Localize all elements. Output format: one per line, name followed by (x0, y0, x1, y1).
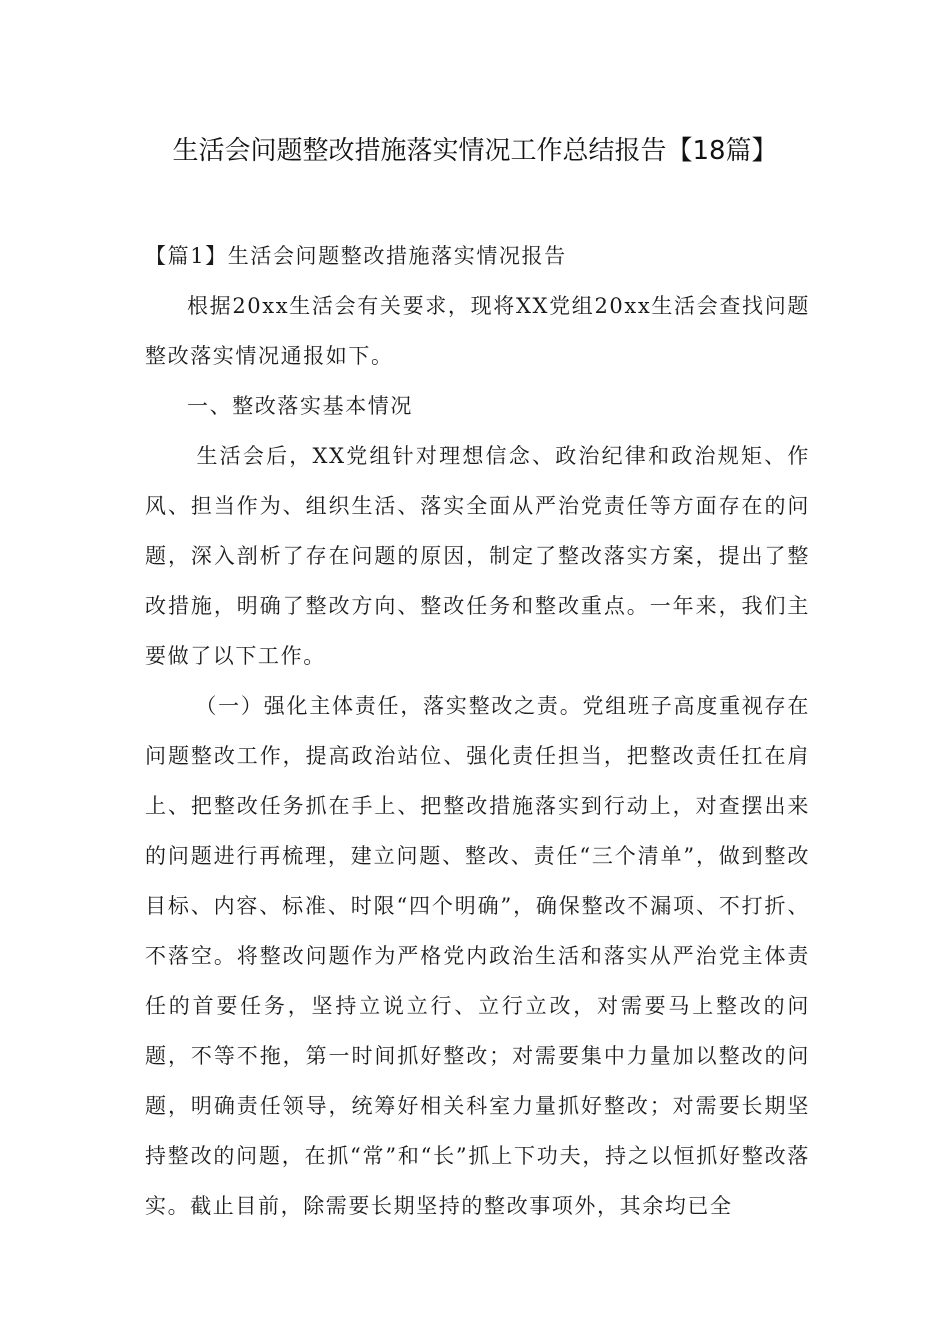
document-title: 生活会问题整改措施落实情况工作总结报告【18篇】 (172, 136, 778, 166)
document-body (145, 231, 810, 1231)
body-paragraph-1: 生活会后，XX党组针对理想信念、政治纪律和政治规矩、作风、担当作为、组织生活、落实全面从严治党责任等方面存在的问题，深入剖析了存在问题的原因，制定了整改落实方案，提出了整改措施，明确了整改方向、整改任务和整改重点。一年来，我们主要做了以下工作。 (145, 444, 810, 668)
intro-paragraph: 根据20xx生活会有关要求，现将XX党组20xx生活会查找问题整改落实情况通报如下。 (145, 294, 810, 368)
chapter-heading: 【篇1】生活会问题整改措施落实情况报告 (145, 244, 567, 268)
body-paragraph-2: （一）强化主体责任，落实整改之责。党组班子高度重视存在问题整改工作，提高政治站位、强化责任担当，把整改责任扛在肩上、把整改任务抓在手上、把整改措施落实到行动上，对查摆出来的问题进行再梳理，建立问题、整改、责任“三个清单”，做到整改目标、内容、标准、时限“四个明确”，确保整改不漏项、不打折、不落空。将整改问题作为严格党内政治生活和落实从严治党主体责任的首要任务，坚持立说立行、立行立改，对需要马上整改的问题，不等不拖，第一时间抓好整改；对需要集中力量加以整改的问题，明确责任领导，统筹好相关科室力量抓好整改；对需要长期坚持整改的问题，在抓“常”和“长”抓上下功夫，持之以恒抓好整改落实。截止目前，除需要长期坚持的整改事项外，其余均已全 (145, 694, 810, 1218)
section-heading: 一、整改落实基本情况 (187, 394, 413, 418)
